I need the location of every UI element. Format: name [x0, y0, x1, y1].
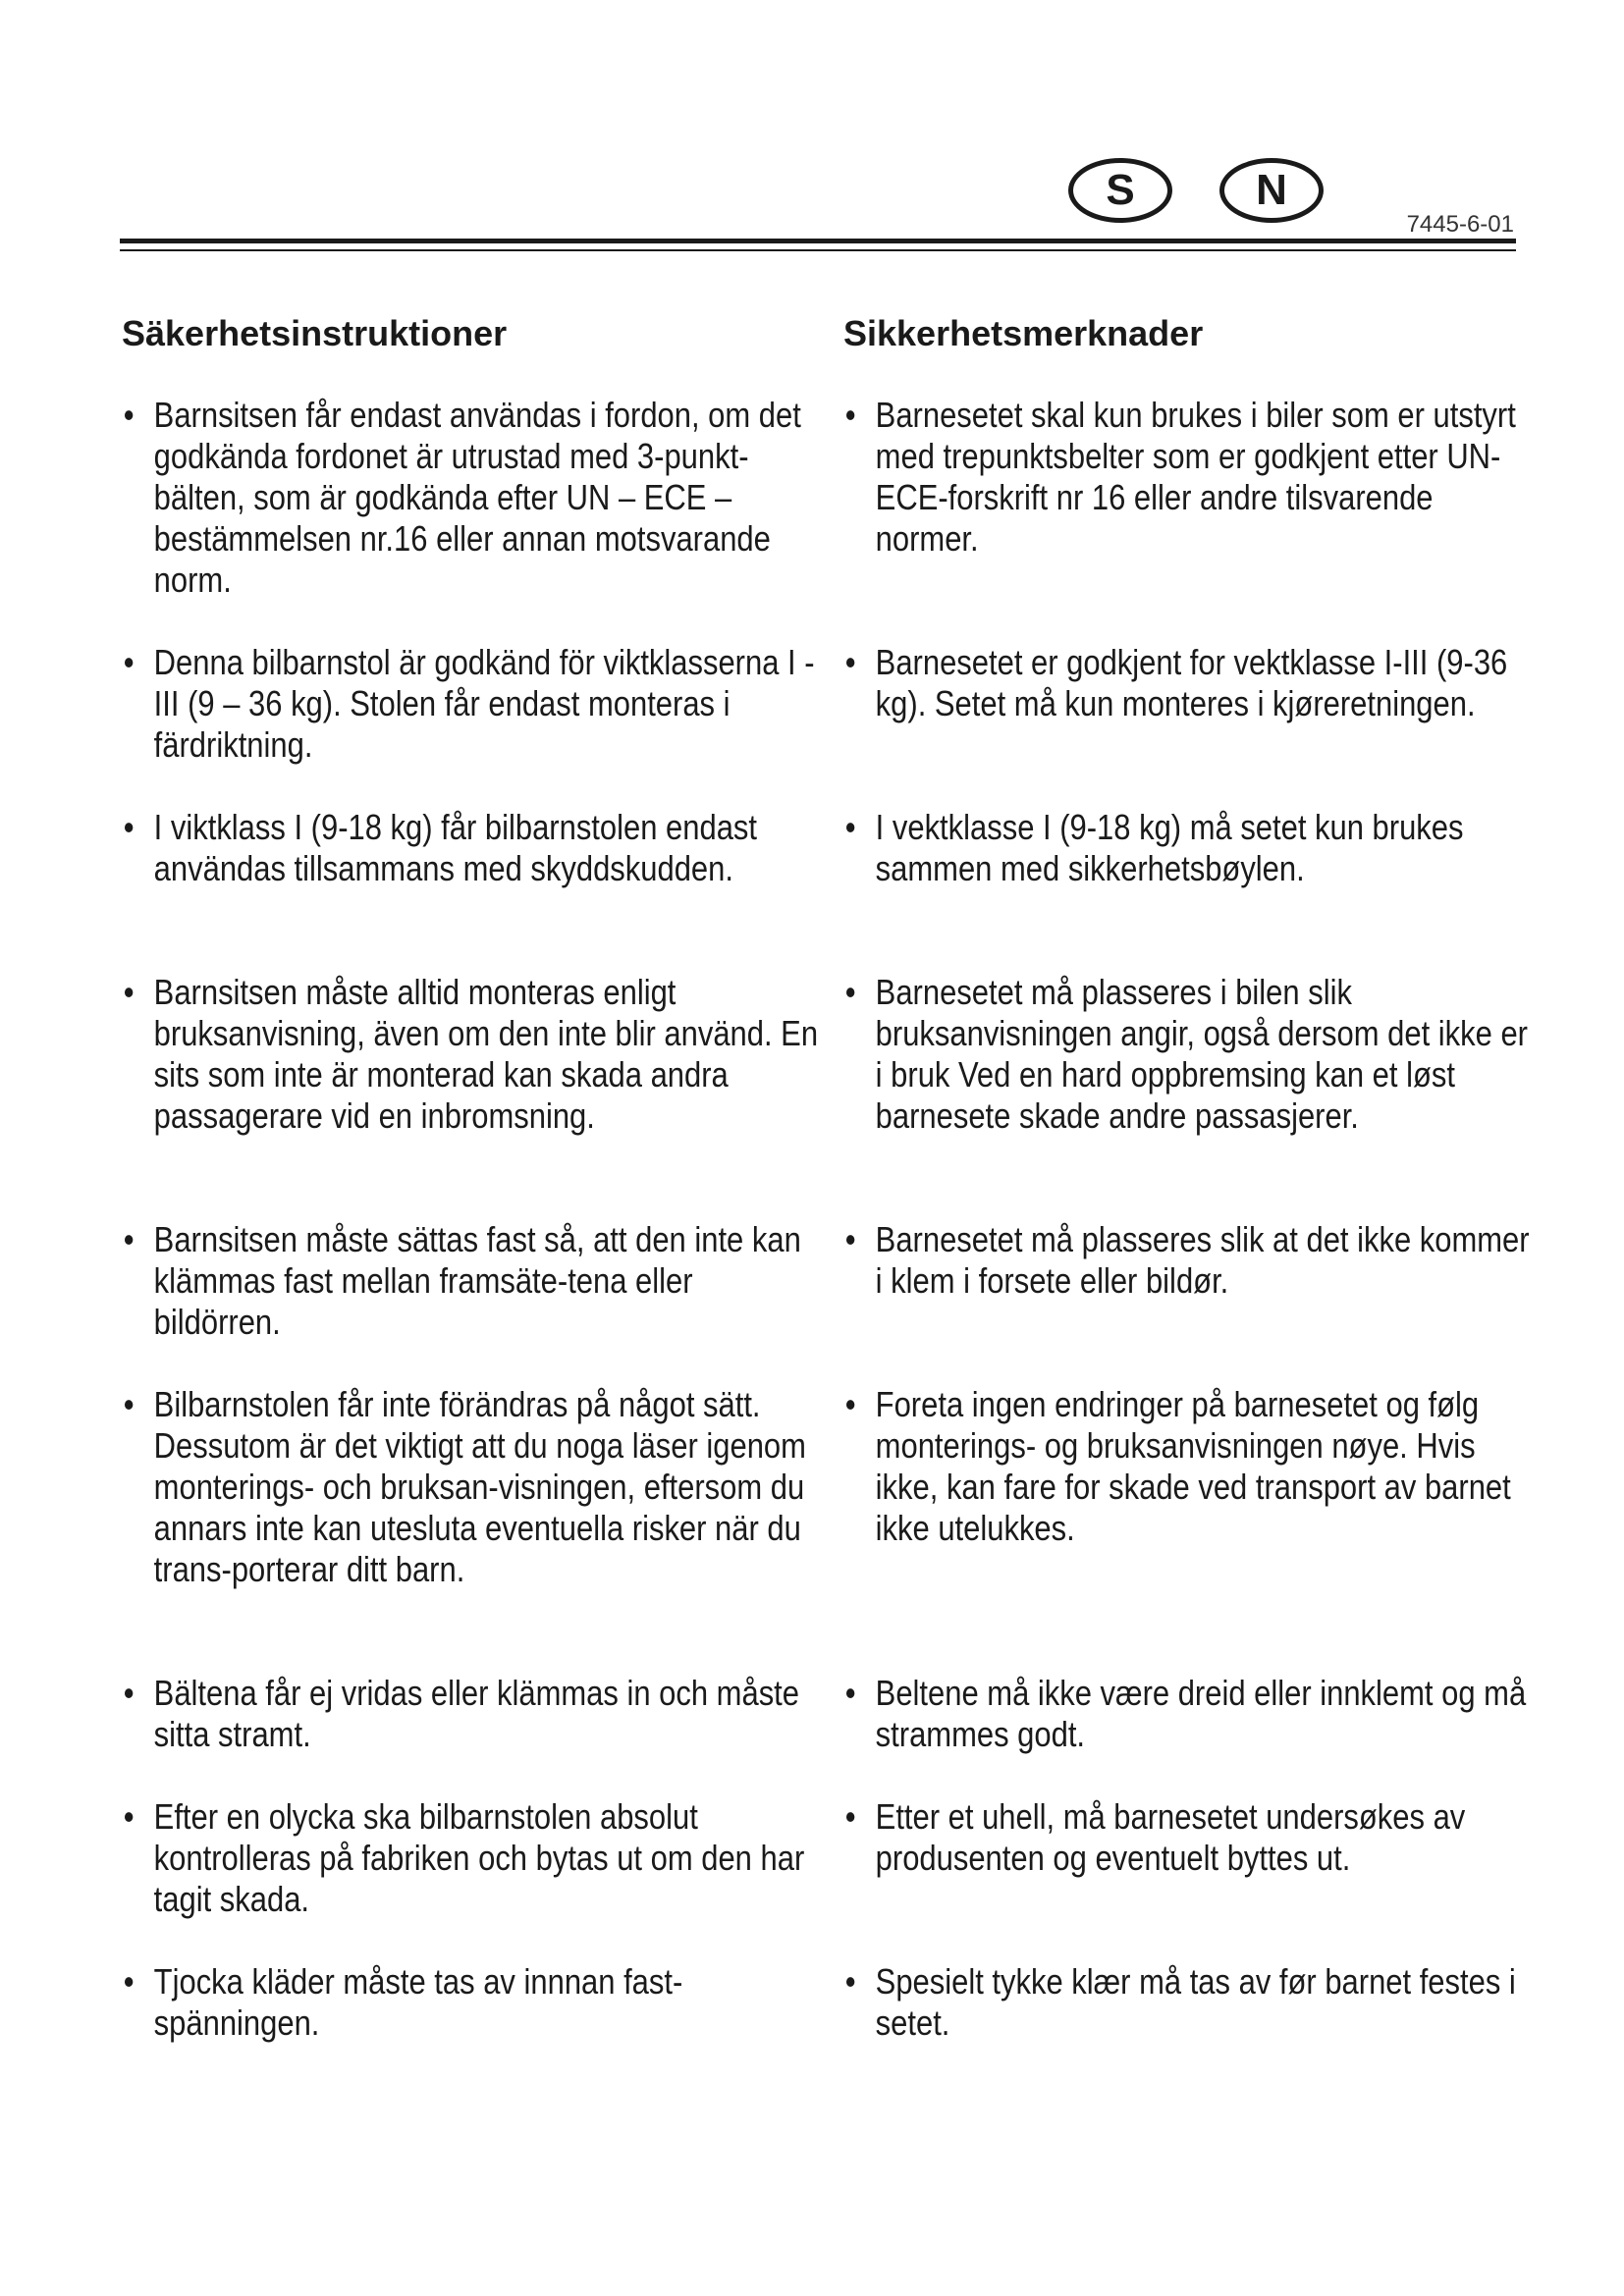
bullet-icon: •	[123, 1384, 135, 1424]
bullet-icon: •	[844, 395, 856, 435]
norwegian-item-text: Barnesetet må plasseres slik at det ikke kommer i klem i forsete eller bildør.	[875, 1219, 1530, 1301]
swedish-item-1	[122, 395, 819, 601]
norwegian-item-text: Etter et uhell, må barnesetet undersøkes av produsenten og eventuelt byttes ut.	[875, 1796, 1466, 1878]
bullet-icon: •	[123, 1961, 135, 2002]
header-rule-thin	[120, 249, 1516, 251]
swedish-item-text: Barnsitsen måste alltid monteras enligt bruksanvisning, även om den inte blir använd. En sits som inte är monterad kan skada andra passagerare vid en inbromsning.	[153, 972, 819, 1136]
bullet-icon: •	[123, 1673, 135, 1713]
swedish-item-text: Bältena får ej vridas eller klämmas in och måste sitta stramt.	[153, 1673, 800, 1754]
norwegian-item-2	[843, 642, 1541, 724]
norwegian-item-text: Barnesetet skal kun brukes i biler som er utstyrt med trepunktsbelter som er godkjent etter UN-ECE-forskrift nr 16 eller andre tilsvarende normer.	[875, 395, 1516, 559]
norwegian-item-1	[843, 395, 1541, 560]
norwegian-item-6	[843, 1384, 1541, 1549]
page-header	[120, 152, 1516, 260]
norwegian-item-text: Foreta ingen endringer på barnesetet og følg monterings- og bruksanvisningen nøye. Hvis ikke, kan fare for skade ved transport av barnet ikke utelukkes.	[875, 1384, 1511, 1548]
bullet-icon: •	[844, 972, 856, 1012]
swedish-item-9	[122, 1961, 819, 2044]
norwegian-item-8	[843, 1796, 1541, 1879]
bullet-icon: •	[123, 1219, 135, 1259]
swedish-item-5	[122, 1219, 819, 1343]
norwegian-item-4	[843, 972, 1541, 1137]
norwegian-item-5	[843, 1219, 1541, 1302]
norwegian-item-9	[843, 1961, 1541, 2044]
swedish-title: Säkerhetsinstruktioner	[122, 313, 508, 353]
norwegian-item-3	[843, 807, 1541, 889]
document-code: 7445-6-01	[1406, 211, 1514, 238]
bullet-icon: •	[844, 1796, 856, 1837]
swedish-item-8	[122, 1796, 819, 1920]
swedish-item-text: Efter en olycka ska bilbarnstolen absolut kontrolleras på fabriken och bytas ut om den har tagit skada.	[153, 1796, 805, 1919]
bullet-icon: •	[844, 1673, 856, 1713]
language-badge-s: S	[1068, 158, 1172, 223]
bullet-icon: •	[123, 972, 135, 1012]
swedish-column	[122, 312, 829, 2043]
norwegian-item-text: Spesielt tykke klær må tas av før barnet festes i setet.	[875, 1961, 1516, 2043]
norwegian-item-7	[843, 1673, 1541, 1755]
header-rule-thick	[120, 239, 1516, 243]
swedish-item-4	[122, 972, 819, 1137]
swedish-item-text: Barnsitsen måste sättas fast så, att den inte kan klämmas fast mellan framsäte-tena eller bildörren.	[153, 1219, 801, 1342]
bullet-icon: •	[123, 1796, 135, 1837]
swedish-item-3	[122, 807, 819, 889]
norwegian-item-text: Beltene må ikke være dreid eller innklemt og må strammes godt.	[875, 1673, 1527, 1754]
norwegian-item-text: Barnesetet må plasseres i bilen slik bruksanvisningen angir, også dersom det ikke er i bruk Ved en hard oppbremsing kan et løst barnesete skade andre passasjerer.	[875, 972, 1528, 1136]
norwegian-item-text: I vektklasse I (9-18 kg) må setet kun brukes sammen med sikkerhetsbøylen.	[875, 807, 1464, 888]
bullet-icon: •	[844, 807, 856, 847]
swedish-item-6	[122, 1384, 819, 1590]
swedish-item-2	[122, 642, 819, 766]
norwegian-column	[843, 312, 1550, 2043]
bullet-icon: •	[844, 1961, 856, 2002]
swedish-item-text: Barnsitsen får endast användas i fordon, om det godkända fordonet är utrustad med 3-punkt-bälten, som är godkända efter UN – ECE –bestämmelsen nr.16 eller annan motsvarande norm.	[153, 395, 801, 600]
bullet-icon: •	[123, 642, 135, 682]
norwegian-item-text: Barnesetet er godkjent for vektklasse I-III (9-36 kg). Setet må kun monteres i kjøreretningen.	[875, 642, 1508, 723]
swedish-item-text: Denna bilbarnstol är godkänd för viktklasserna I - III (9 – 36 kg). Stolen får endast monteras i färdriktning.	[153, 642, 815, 765]
bullet-icon: •	[844, 1219, 856, 1259]
bullet-icon: •	[123, 807, 135, 847]
norwegian-title: Sikkerhetsmerknader	[843, 313, 1204, 353]
swedish-item-text: I viktklass I (9-18 kg) får bilbarnstolen endast användas tillsammans med skyddskudden.	[153, 807, 758, 888]
swedish-item-text: Tjocka kläder måste tas av innnan fast-spänningen.	[153, 1961, 683, 2043]
bullet-icon: •	[844, 642, 856, 682]
bullet-icon: •	[844, 1384, 856, 1424]
language-badge-n: N	[1219, 158, 1324, 223]
swedish-item-7	[122, 1673, 819, 1755]
bullet-icon: •	[123, 395, 135, 435]
swedish-item-text: Bilbarnstolen får inte förändras på något sätt. Dessutom är det viktigt att du noga läser igenom monterings- och bruksan-visningen, eftersom du annars inte kan utesluta eventuella risker när du trans-porterar ditt barn.	[153, 1384, 806, 1589]
